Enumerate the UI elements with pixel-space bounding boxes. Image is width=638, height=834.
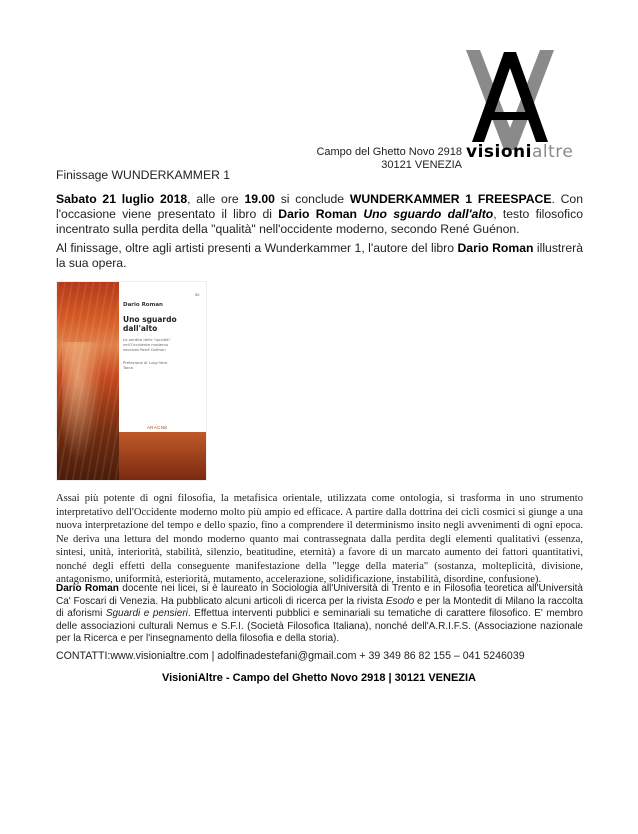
intro-text-4: , testo filosofico incentrato sulla perdita della "qualità" nell'occidente moderno, secondo René Guénon. <box>56 207 584 236</box>
finissage-text-1: Al finissage, oltre agli artisti presenti a Wunderkammer 1, l'autore del libro <box>56 241 458 255</box>
book-title: Uno sguardo dall'alto <box>363 207 494 221</box>
cover-author: Dario Roman <box>123 302 163 308</box>
document-heading: Finissage WUNDERKAMMER 1 <box>56 168 231 182</box>
contacts-line: CONTATTI:www.visionialtre.com | adolfinadestefani@gmail.com + 39 349 86 82 155 – 041 5246039 <box>56 650 525 662</box>
finissage-author: Dario Roman <box>457 241 534 255</box>
bio-journal: Esodo <box>385 595 415 607</box>
book-description: Assai più potente di ogni filosofia, la metafisica orientale, utilizzata come ontologia, si trasforma in uno strumento interpretativo dell'Occidente moderno molto più ampio ed efficace. A partire dalla dottrina dei cicli cosmici si giunge a una nuova interpretazione del tempo e dello spazio, fino a comprendere il determinismo insito negli avvenimenti di ogni epoca. Ne deriva una lettura del mondo moderno quanto mai contrassegnata dalla perdita degli elementi qualitativi (essenza, sintesi, unità, interiorità, stabilità, silenzio, beatitudine, eternità) a favore di un marcato aumento dei fattori quantitativi, nonché degli effetti della conseguente manifestazione della "legge della materia" (sostanza, molteplicità, divisione, antagonismo, uniformità, esteriorità, mutamento, accelerazione, solidificazione, instabilità, disordine, confusione). <box>56 493 583 585</box>
finissage-paragraph <box>56 241 583 271</box>
logo-wordmark <box>466 142 573 162</box>
finissage-text-2: illustrerà la sua opera. <box>56 241 583 270</box>
cover-subtitle: La perdita della "qualità" nell'Occidente moderno secondo René Guénon <box>123 337 171 352</box>
event-date: Sabato 21 luglio 2018 <box>56 192 188 206</box>
address-line-1: Campo del Ghetto Novo 2918 <box>316 146 462 158</box>
intro-text-2: si conclude <box>274 192 350 206</box>
bio-text-2: e per la Montedit di Milano la raccolta di aforismi <box>56 595 583 619</box>
cover-preface: Prefazione di Luigi Vero Tarca <box>123 360 168 370</box>
intro-text-1: , alle ore <box>187 192 245 206</box>
bio-aphorisms: Sguardi e pensieri <box>105 608 188 619</box>
logo-wordmark-light: altre <box>531 142 574 162</box>
author-bio <box>56 583 583 646</box>
event-name: WUNDERKAMMER 1 FREESPACE <box>349 192 552 206</box>
cover-bottom-artwork <box>119 432 206 480</box>
cover-publisher: ARACNE <box>147 425 168 430</box>
va-monogram-icon <box>466 50 554 150</box>
cover-title: Uno sguardo dall'alto <box>123 315 177 333</box>
bio-text-1: docente nei licei, si è laureato in Sociologia all'Università di Trento e in Filosofia teoretica all'Università Ca' Foscari di Venezia. Ha pubblicato alcuni articoli di ricerca per la rivista <box>56 583 583 607</box>
intro-text-3: . Con l'occasione viene presentato il libro di <box>56 192 583 221</box>
address-line-2: 30121 VENEZIA <box>381 159 462 171</box>
footer-address: VisioniAltre - Campo del Ghetto Novo 2918 | 30121 VENEZIA <box>161 672 476 684</box>
book-cover-image <box>57 282 206 480</box>
logo-wordmark-bold: visioni <box>466 142 532 162</box>
intro-paragraph <box>56 192 583 237</box>
bio-text-3: . Effettua interventi pubblici e seminariali su tematiche di carattere filosofico. E' membro delle associazioni culturali Nemus e S.F.I. (Società Filosofica Italiana), nonché dell'A.R.I.F.S. (Associazione nazionale per la Ricerca e per l'insegnamento della filosofia e della storia). <box>56 608 583 644</box>
cover-series-number: 86 <box>195 292 200 297</box>
event-time: 19.00 <box>244 192 275 206</box>
author-name: Dario Roman <box>278 207 358 221</box>
bio-name: Dario Roman <box>56 583 119 594</box>
